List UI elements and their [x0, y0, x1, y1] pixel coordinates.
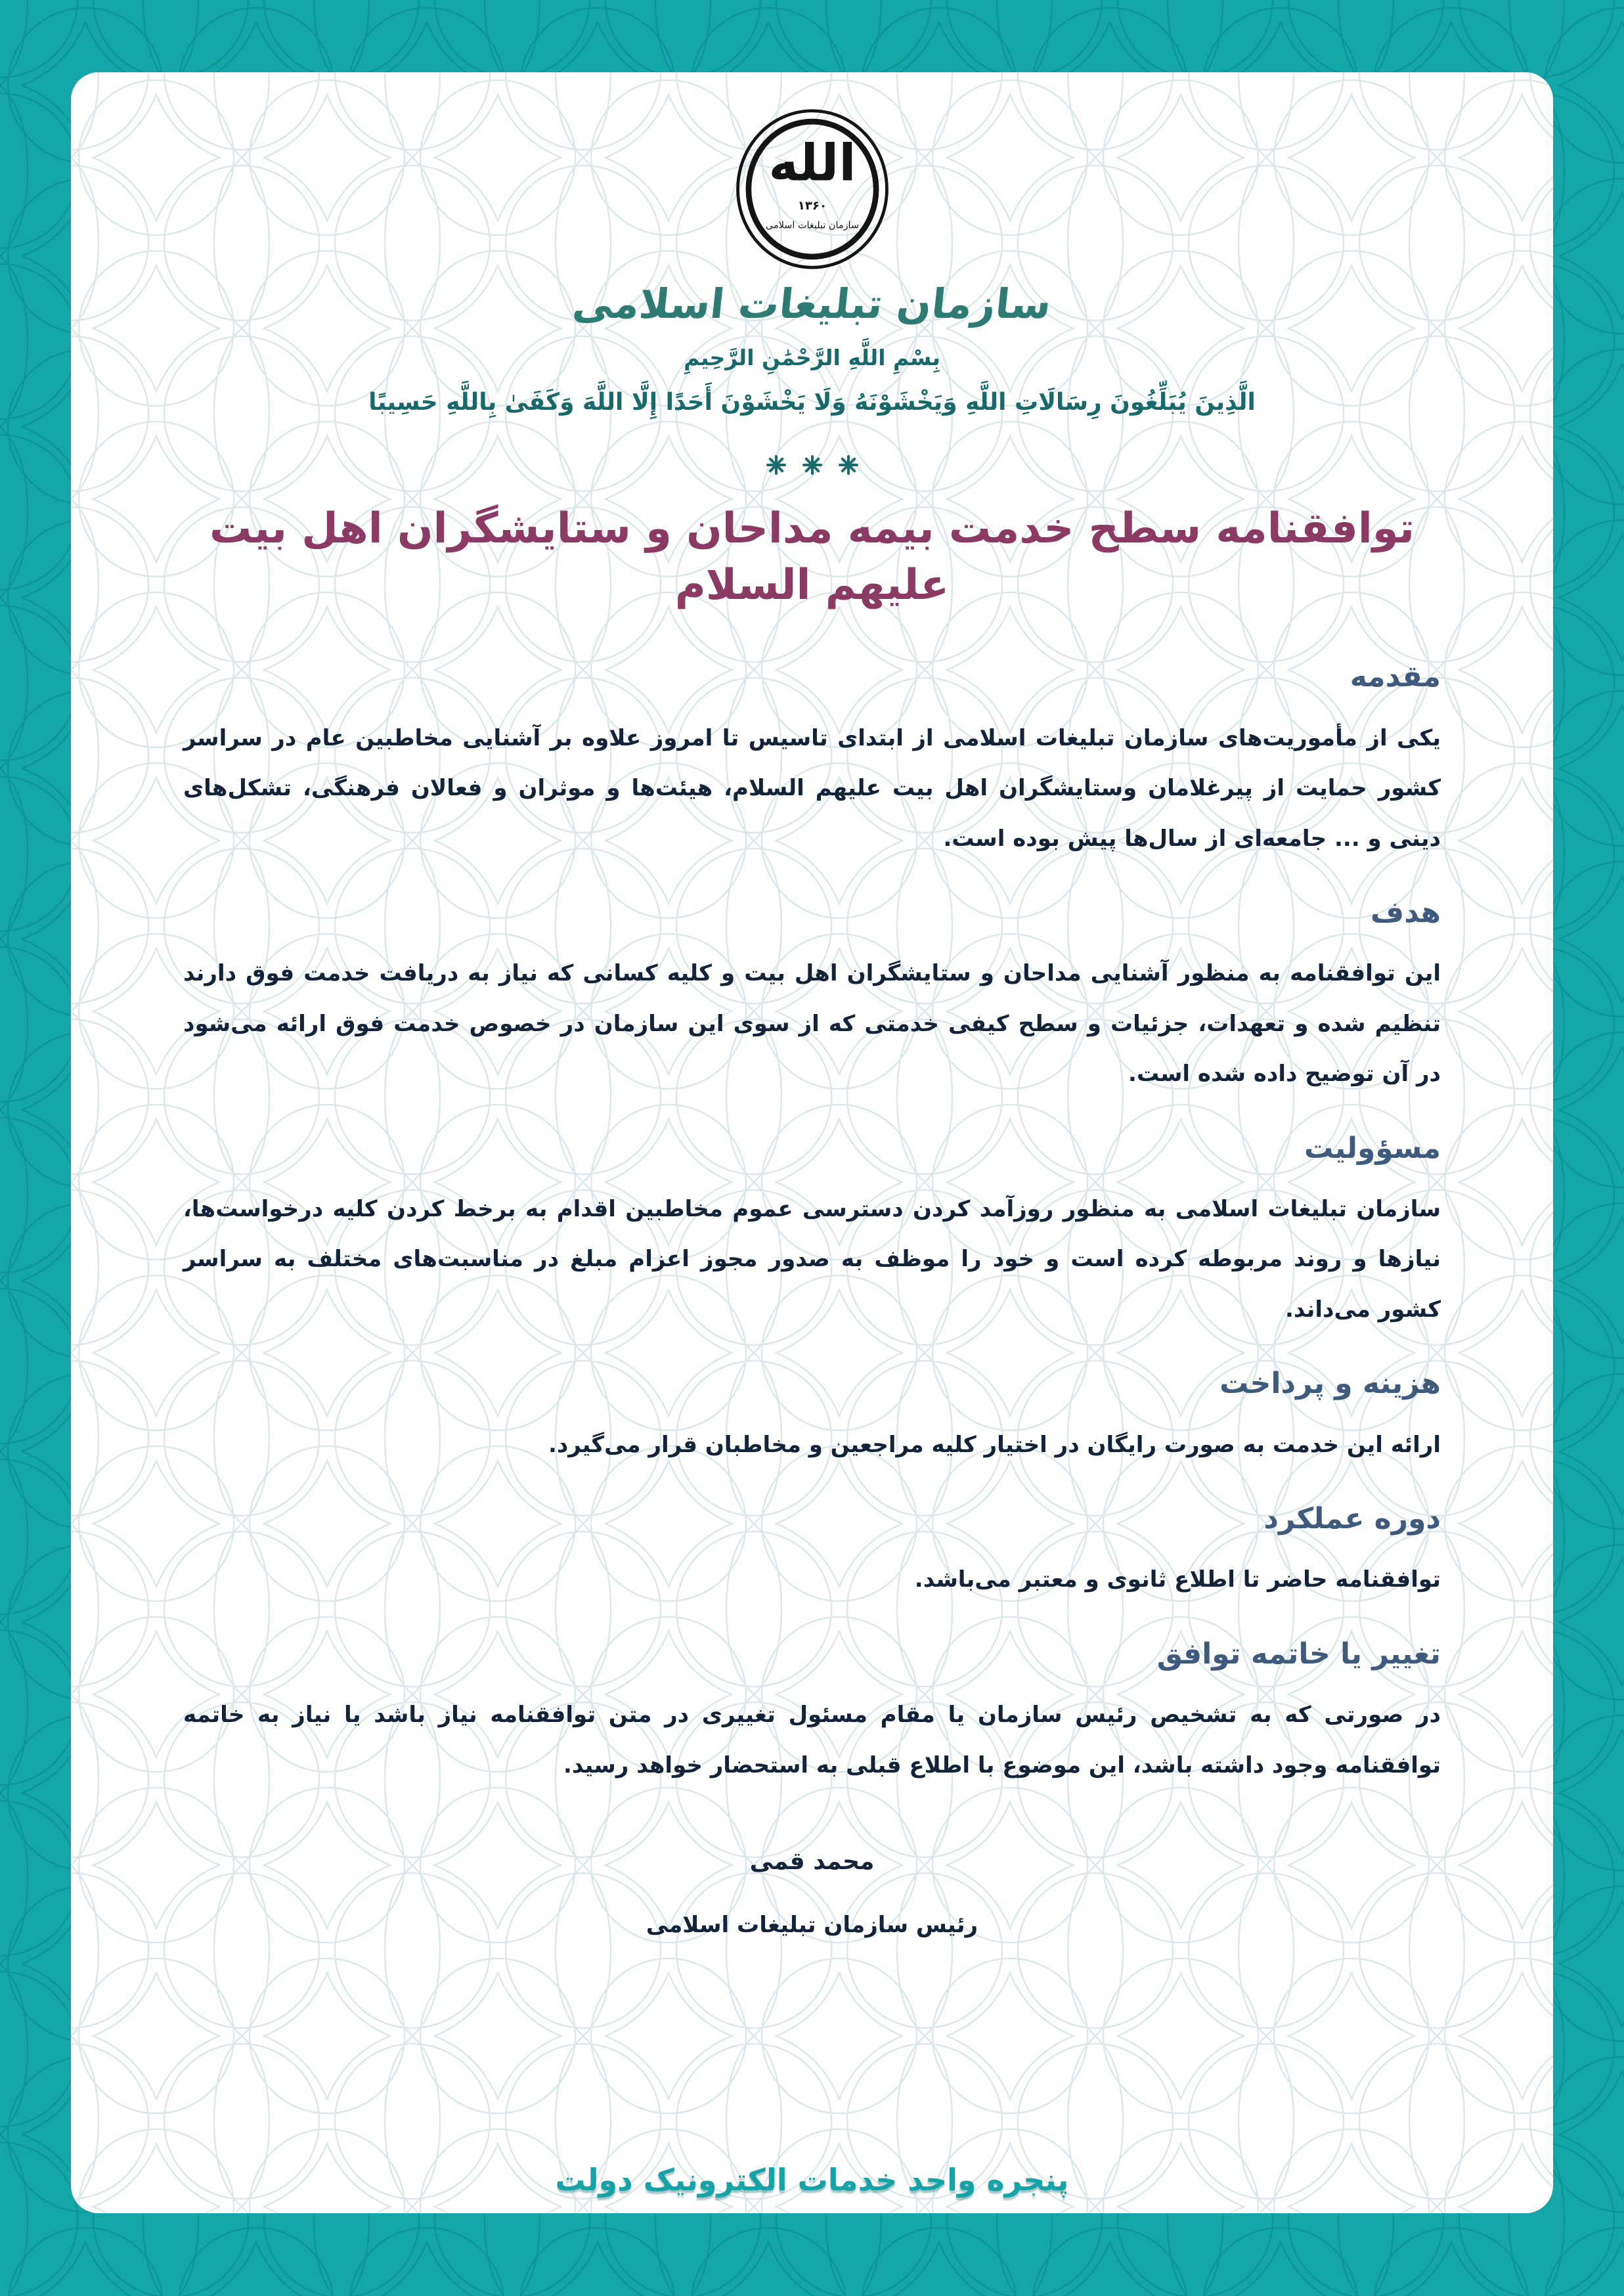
ornament-stars-row — [183, 451, 1441, 482]
section-body: سازمان تبلیغات اسلامی به منظور روزآمد کردن دسترسی عموم مخاطبین اقدام به برخط کردن کلیه درخواست‌ها، نیازها و روند مربوطه کرده است و خود را موظف به صدور مجوز اعزام مبلغ در مناسبت‌های مختلف به سراسر کشور می‌داند. — [183, 1195, 1441, 1323]
signatory-name: محمد قمی — [749, 1848, 875, 1875]
section-body: این توافقنامه به منظور آشنایی مداحان و ستایشگران اهل بیت و کلیه کسانی که نیاز به دریافت خدمت فوق دارند تنظیم شده و تعهدات، جزئیات و سطح کیفی خدمتی که از سوی این سازمان در خصوص خدمت فوق ارائه می‌شود در آن توضیح داده شده است. — [183, 960, 1441, 1088]
section-heading: مقدمه — [1350, 660, 1441, 694]
section-heading: تغییر یا خاتمه توافق — [1156, 1637, 1441, 1671]
section-heading: هدف — [1370, 896, 1441, 930]
emblem-org-name: سازمان تبلیغات اسلامی — [765, 220, 859, 231]
ornament-stars-icon — [757, 451, 868, 479]
section-body: توافقنامه حاضر تا اطلاع ثانوی و معتبر می‌باشد. — [914, 1566, 1441, 1593]
org-calligraphy: سازمان تبلیغات اسلامی — [570, 280, 1054, 328]
section-cost-payment — [183, 1365, 1441, 1470]
emblem-deity-word: الله — [768, 134, 856, 193]
section-introduction — [183, 658, 1441, 864]
bismillah-text: بِسْمِ اللَّهِ الرَّحْمَٰنِ الرَّحِيمِ — [684, 345, 940, 370]
document-card — [71, 72, 1553, 2213]
section-body: ارائه این خدمت به صورت رایگان در اختیار کلیه مراجعین و مخاطبان قرار می‌گیرد. — [548, 1431, 1441, 1458]
page-title: توافقنامه سطح خدمت بیمه مداحان و ستایشگران اهل بیت علیهم السلام — [209, 504, 1415, 609]
signatory-role: رئیس سازمان تبلیغات اسلامی — [646, 1912, 978, 1938]
section-body: در صورتی که به تشخیص رئیس سازمان یا مقام مسئول تغییری در متن توافقنامه نیاز باشد یا نیاز به خاتمه توافقنامه وجود داشته باشد، این موضوع با اطلاع قبلی به استحضار خواهد رسید. — [183, 1702, 1441, 1778]
quran-verse-text: الَّذِينَ يُبَلِّغُونَ رِسَالَاتِ اللَّهِ وَيَخْشَوْنَهُ وَلَا يَخْشَوْنَ أَحَدًا إِلَّا اللَّهَ وَكَفَىٰ بِاللَّهِ حَسِيبًا — [368, 389, 1256, 416]
section-responsibility — [183, 1130, 1441, 1335]
sections — [183, 658, 1441, 1790]
section-heading: هزینه و پرداخت — [1219, 1367, 1441, 1401]
signatory-block — [183, 1848, 1441, 1938]
section-body: یکی از مأموریت‌های سازمان تبلیغات اسلامی از ابتدای تاسیس تا امروز علاوه بر آشنایی مخاطبین عام در سراسر کشور حمایت از پیرغلامان وستایشگران اهل بیت علیهم السلام، هیئت‌ها و موثران و فعالان فرهنگی، تشکل‌های دینی و ... جامعه‌ای از سال‌ها پیش بوده است. — [183, 724, 1441, 852]
section-change-termination — [183, 1635, 1441, 1790]
organization-emblem-icon — [730, 104, 894, 275]
section-heading: مسؤولیت — [1304, 1131, 1441, 1165]
section-performance-period — [183, 1500, 1441, 1605]
section-purpose — [183, 894, 1441, 1099]
emblem-year: ۱۳۶۰ — [797, 198, 827, 213]
emblem-wrap — [183, 104, 1441, 277]
document-content — [71, 72, 1553, 2213]
footer-service-window: پنجره واحد خدمات الکترونیک دولت — [555, 2162, 1069, 2197]
section-heading: دوره عملکرد — [1263, 1502, 1441, 1536]
